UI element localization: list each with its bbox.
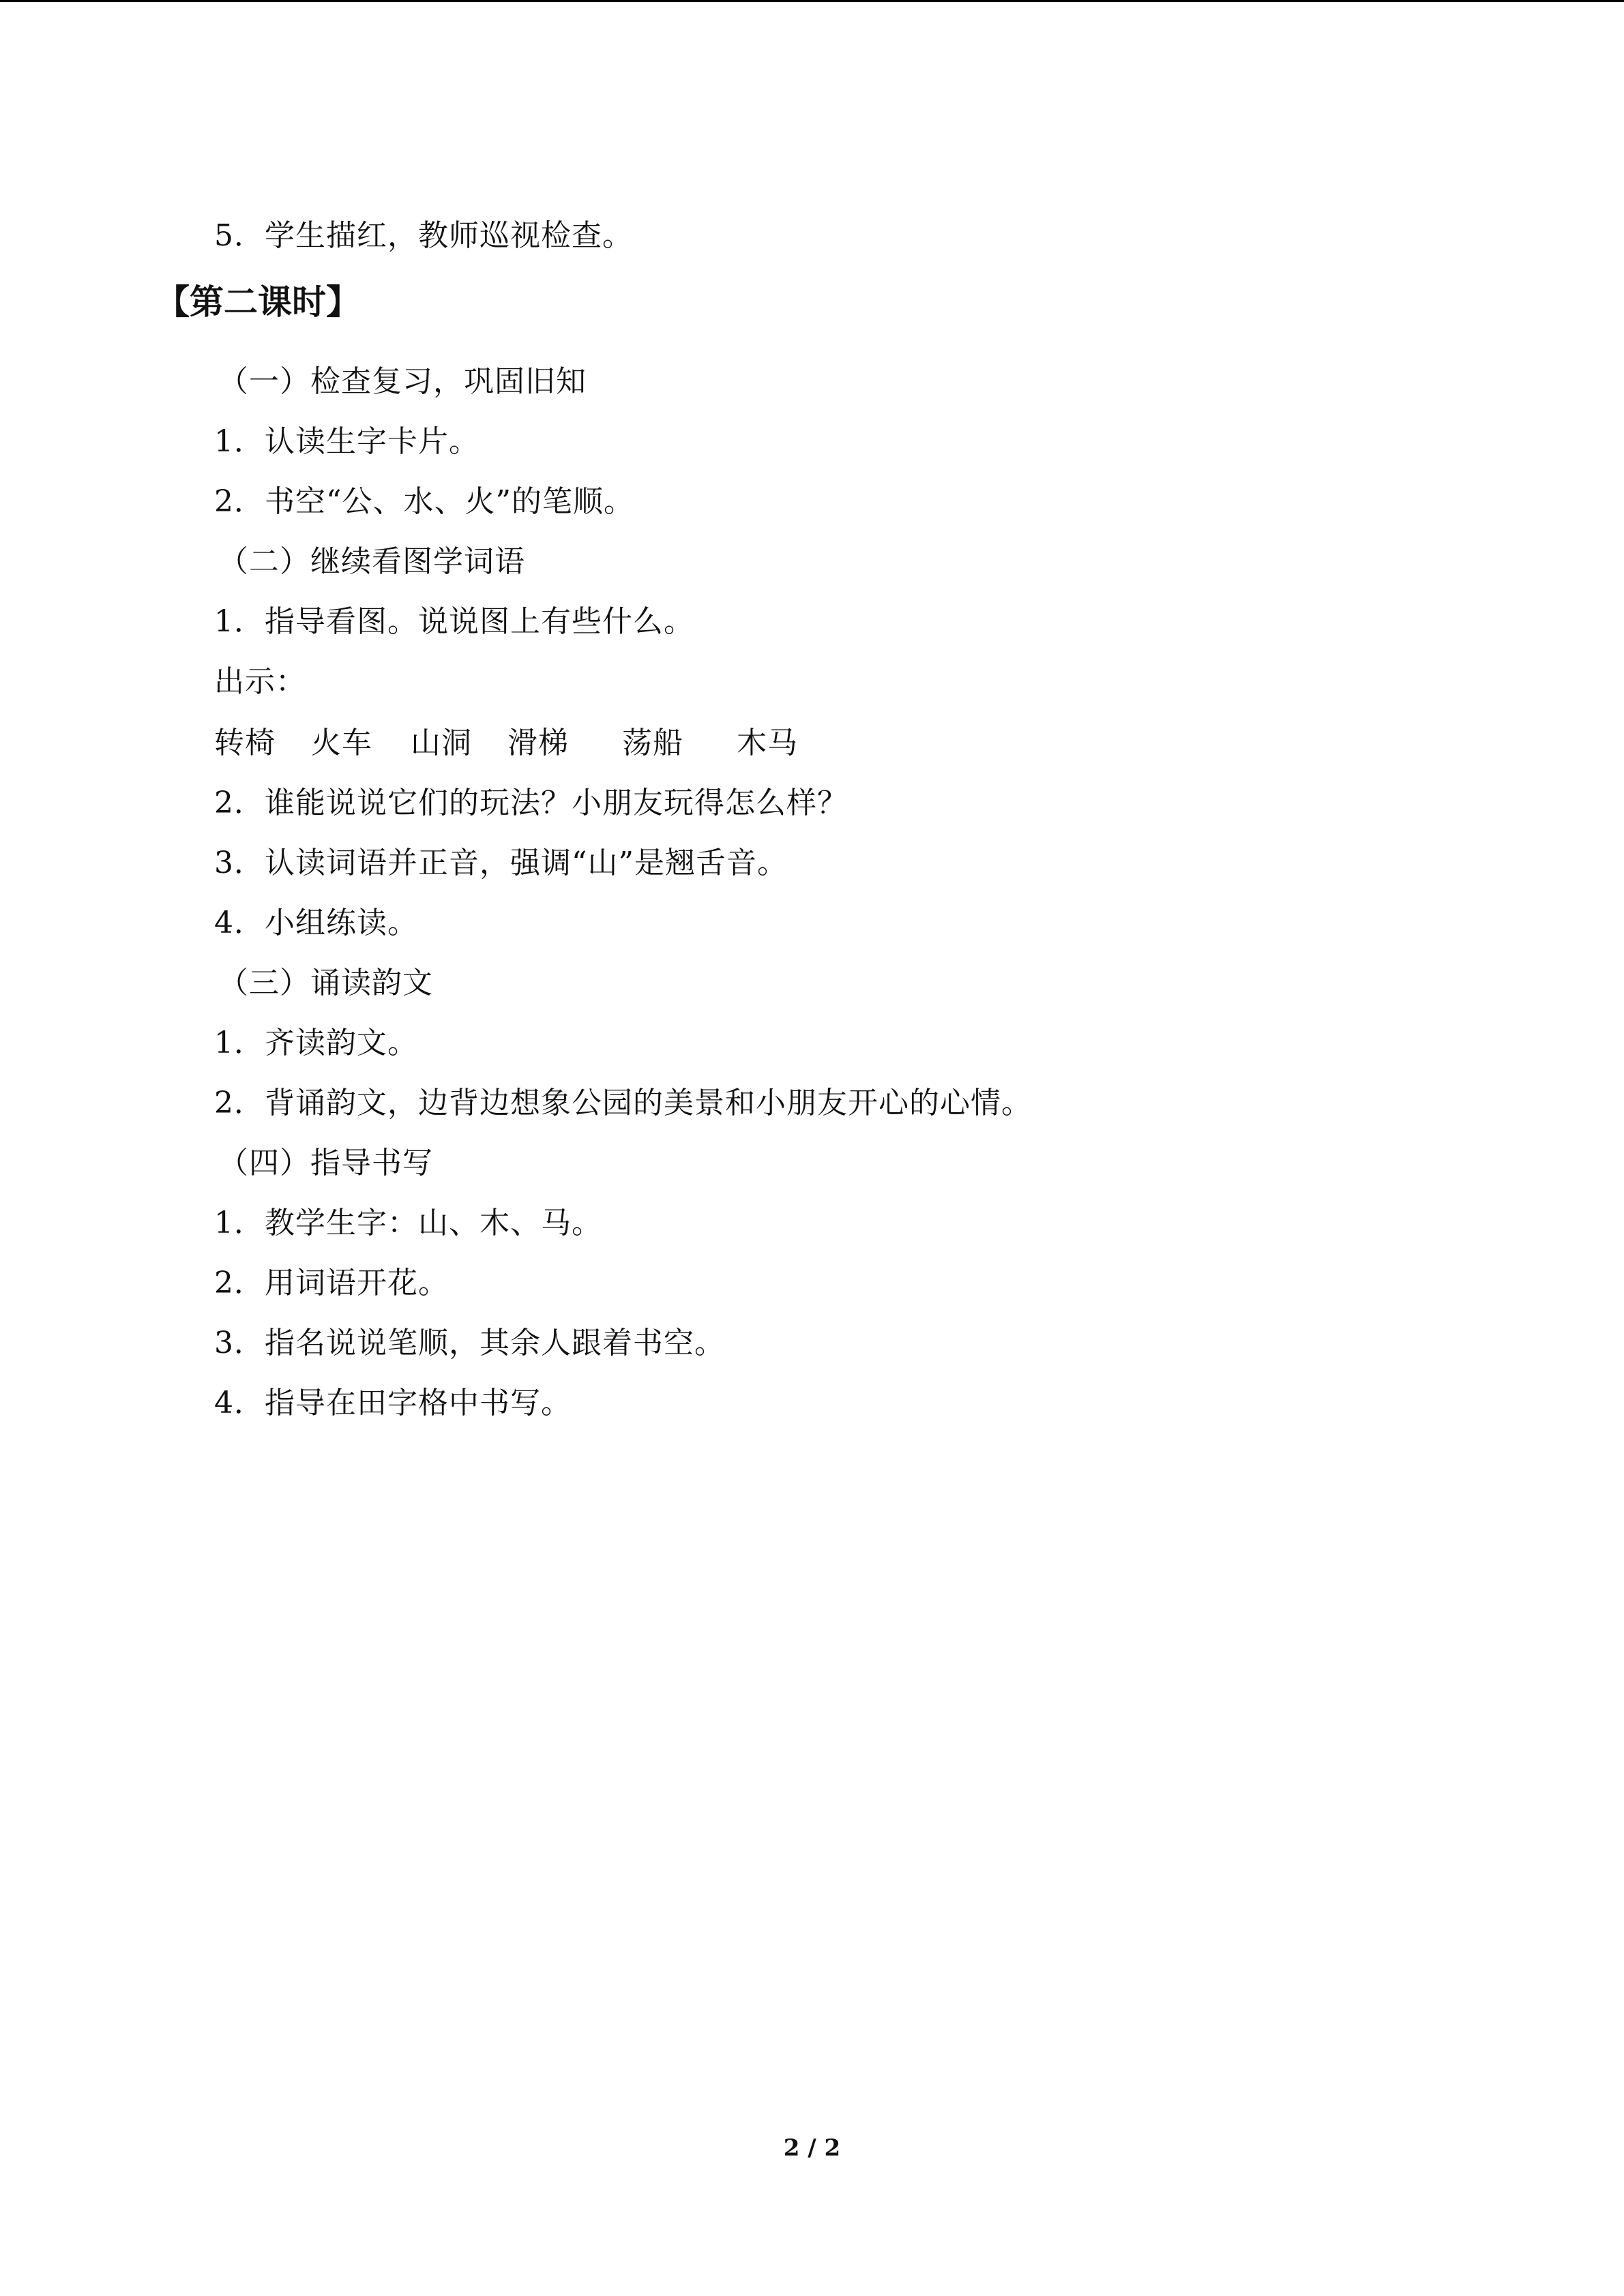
part1-item-2: 2．书空“公、水、火”的笔顺。 (214, 484, 634, 519)
word-item: 荡船 (622, 726, 683, 760)
word-item: 山洞 (411, 726, 472, 760)
part3-item-1: 1．齐读韵文。 (214, 1026, 418, 1060)
part2-heading: （二）继续看图学词语 (218, 544, 525, 579)
part3-item-2: 2．背诵韵文，边背边想象公园的美景和小朋友开心的心情。 (214, 1086, 1032, 1120)
part2-item-1: 1．指导看图。说说图上有些什么。 (214, 604, 694, 639)
word-item: 滑梯 (507, 726, 569, 760)
step-5-line: 5．学生描红，教师巡视检查。 (214, 218, 633, 253)
page-number: 2 / 2 (783, 2134, 841, 2162)
part3-heading: （三）诵读韵文 (218, 966, 433, 1000)
part4-item-3: 3．指名说说笔顺，其余人跟着书空。 (214, 1326, 725, 1360)
part2-item-3: 3．认读词语并正音，强调“山”是翘舌音。 (214, 846, 788, 880)
part2-item-4: 4．小组练读。 (214, 906, 418, 940)
word-item: 转椅 (214, 726, 276, 760)
word-item: 木马 (737, 726, 798, 760)
part4-item-1: 1．教学生字：山、木、马。 (214, 1206, 602, 1240)
word-item: 火车 (311, 726, 372, 760)
word-list (214, 723, 896, 764)
part1-item-1: 1．认读生字卡片。 (214, 424, 479, 459)
part2-item-2: 2．谁能说说它们的玩法？小朋友玩得怎么样？ (214, 786, 848, 820)
part4-item-2: 2．用词语开花。 (214, 1266, 449, 1300)
part4-item-4: 4．指导在田字格中书写。 (214, 1386, 572, 1420)
section-title: 【第二课时】 (156, 282, 360, 322)
part1-heading: （一）检查复习，巩固旧知 (218, 364, 587, 399)
show-label: 出示： (214, 664, 306, 699)
part4-heading: （四）指导书写 (218, 1146, 433, 1180)
